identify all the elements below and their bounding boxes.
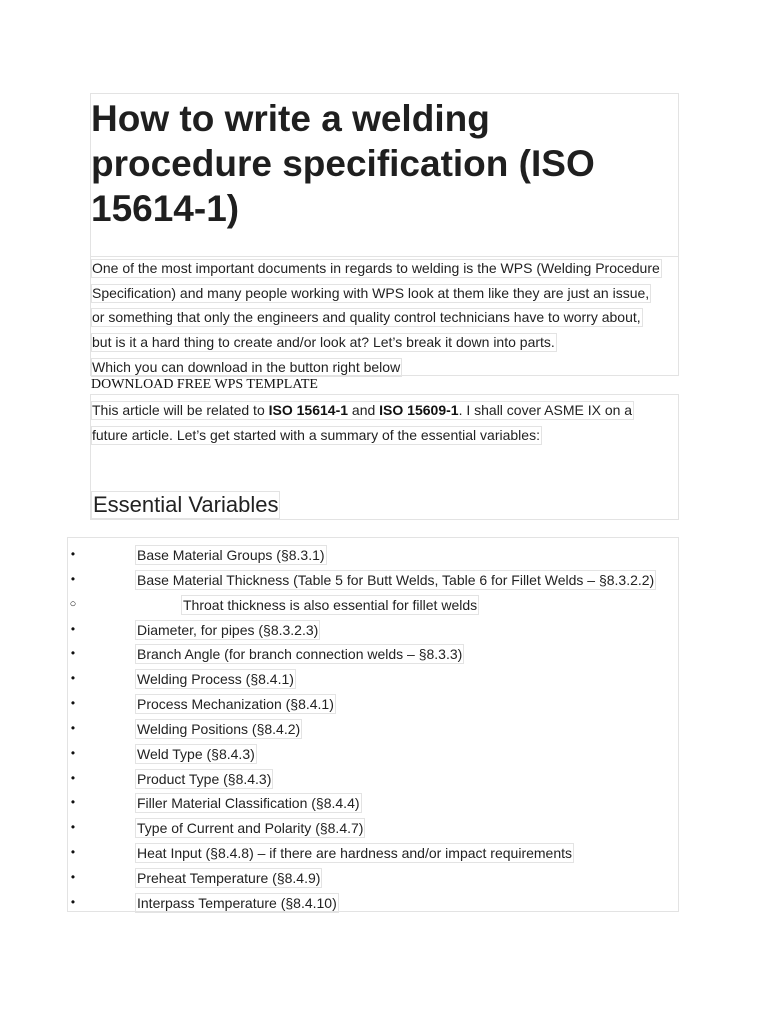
list-item: [68, 691, 680, 716]
intro-line: One of the most important documents in regards to welding is the WPS (Welding Procedure: [92, 260, 660, 276]
article-intro-section: [90, 394, 679, 520]
list-item-text: Branch Angle (for branch connection welds – §8.3.3): [137, 646, 463, 663]
list-item-text: Filler Material Classification (§8.4.4): [137, 795, 360, 812]
list-item: [68, 592, 680, 617]
filled-bullet-icon: •: [70, 745, 76, 760]
download-template-link[interactable]: DOWNLOAD FREE WPS TEMPLATE: [91, 377, 318, 392]
article-line: future article. Let’s get started with a summary of the essential variables:: [92, 426, 540, 443]
filled-bullet-icon: •: [70, 820, 76, 835]
list-item: [68, 865, 680, 890]
list-item-text: Base Material Thickness (Table 5 for Butt Welds, Table 6 for Fillet Welds – §8.3.2.2): [137, 571, 655, 588]
title-section: [90, 93, 679, 376]
list-item: [68, 716, 680, 741]
list-item: [68, 840, 680, 865]
list-item-text: Interpass Temperature (§8.4.10): [137, 894, 337, 911]
list-item: [68, 542, 680, 567]
list-item: [68, 666, 680, 691]
essential-variables-section: [67, 537, 679, 912]
standard-iso-15614-1: ISO 15614-1: [268, 402, 349, 418]
intro-paragraph: [91, 256, 680, 379]
list-item: [68, 641, 680, 666]
filled-bullet-icon: •: [70, 795, 76, 810]
intro-line: Specification) and many people working with WPS look at them like they are just an issue,: [92, 284, 650, 301]
hollow-circle-bullet-icon: ○: [69, 597, 77, 610]
list-item-text: Throat thickness is also essential for fillet welds: [183, 596, 478, 613]
list-item: [68, 790, 680, 815]
list-item-text: Diameter, for pipes (§8.3.2.3): [137, 621, 319, 638]
filled-bullet-icon: •: [70, 571, 76, 586]
page-title: How to write a welding procedure specification (ISO 15614-1): [91, 98, 595, 229]
filled-bullet-icon: •: [70, 696, 76, 711]
intro-line: or something that only the engineers and quality control technicians have to worry about,: [92, 309, 641, 326]
filled-bullet-icon: •: [70, 770, 76, 785]
essential-variables-list: [68, 542, 680, 915]
article-line: This article will be related to ISO 15614-1 and ISO 15609-1. I shall cover ASME IX on a: [92, 402, 633, 418]
list-item: [68, 741, 680, 766]
section-heading: Essential Variables: [93, 492, 279, 517]
list-item-text: Welding Positions (§8.4.2): [137, 720, 301, 737]
filled-bullet-icon: •: [70, 845, 76, 860]
list-item-text: Process Mechanization (§8.4.1): [137, 696, 334, 713]
intro-line: Which you can download in the button right below: [92, 358, 401, 375]
list-item-text: Weld Type (§8.4.3): [137, 745, 255, 762]
list-item: [68, 890, 680, 915]
list-item: [68, 815, 680, 840]
filled-bullet-icon: •: [70, 646, 76, 661]
intro-line: but is it a hard thing to create and/or look at? Let’s break it down into parts.: [92, 334, 555, 351]
list-item-text: Base Material Groups (§8.3.1): [137, 547, 325, 563]
filled-bullet-icon: •: [70, 547, 76, 561]
filled-bullet-icon: •: [70, 671, 76, 686]
filled-bullet-icon: •: [70, 720, 76, 735]
list-item: [68, 567, 680, 592]
list-item: [68, 766, 680, 791]
filled-bullet-icon: •: [70, 621, 76, 636]
article-paragraph: [91, 398, 680, 447]
list-item: [68, 617, 680, 642]
filled-bullet-icon: •: [70, 894, 76, 909]
list-item-text: Type of Current and Polarity (§8.4.7): [137, 820, 364, 837]
list-item-text: Product Type (§8.4.3): [137, 770, 272, 787]
list-item-text: Welding Process (§8.4.1): [137, 671, 294, 688]
list-item-text: Preheat Temperature (§8.4.9): [137, 869, 321, 886]
list-item-text: Heat Input (§8.4.8) – if there are hardness and/or impact requirements: [137, 845, 573, 862]
standard-iso-15609-1: ISO 15609-1: [379, 402, 459, 418]
filled-bullet-icon: •: [70, 869, 76, 884]
